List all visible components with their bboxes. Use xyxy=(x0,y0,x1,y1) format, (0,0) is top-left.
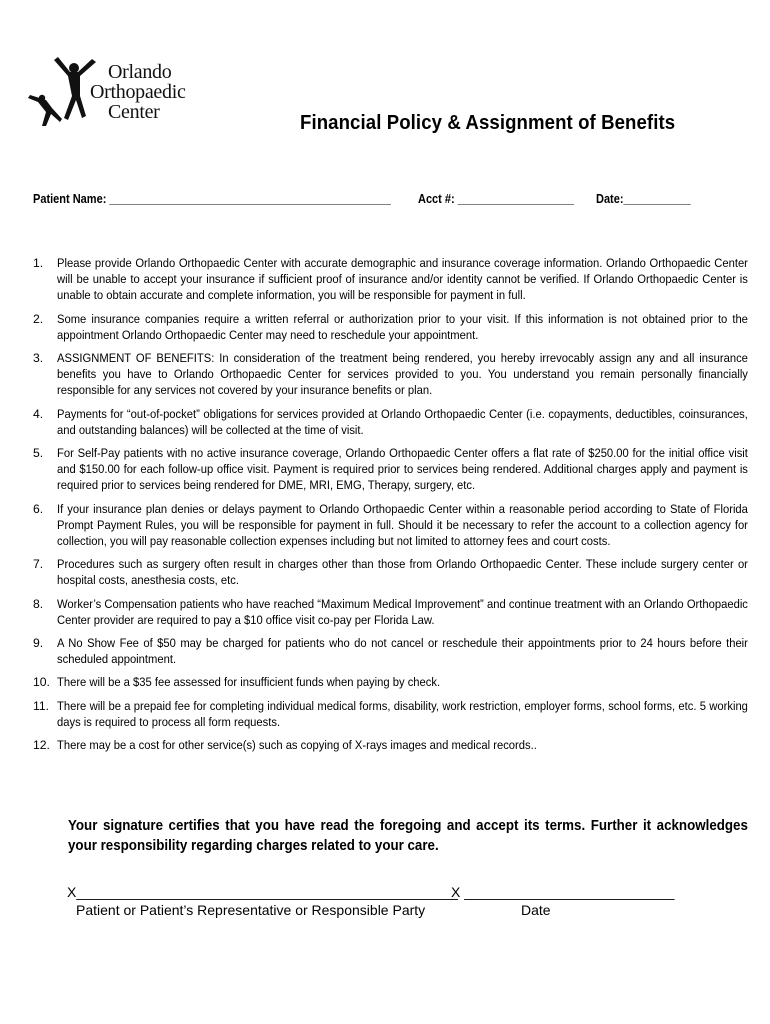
policy-item xyxy=(33,737,748,753)
page-title: Financial Policy & Assignment of Benefits xyxy=(300,112,676,134)
signature-certification xyxy=(68,816,748,856)
policy-text: Please provide Orlando Orthopaedic Center with accurate demographic and insurance coverage information. Orlando Orthopaedic Center will be unable to accept your insurance if sufficient proof of insurance and/or identity cannot be verified. If Orlando Orthopaedic Center is unable to obtain accurate and complete information, you will be responsible for payment in full. xyxy=(57,256,748,303)
policy-item xyxy=(33,596,748,628)
policy-number: 9. xyxy=(33,636,44,651)
policy-item xyxy=(33,674,748,690)
policy-list xyxy=(33,255,748,760)
policy-number: 2. xyxy=(33,311,44,326)
policy-text: For Self-Pay patients with no active insurance coverage, Orlando Orthopaedic Center offers a flat rate of $250.00 for the initial office visit and $150.00 for each follow-up office visit. Payment is required prior to services being rendered. Additional charges apply and payment is required prior to services being rendered for DME, MRI, EMG, Therapy, surgery, etc. xyxy=(57,446,748,493)
date-signature-line[interactable]: X ___________________________ xyxy=(451,884,675,900)
policy-item xyxy=(33,635,748,667)
policy-text: If your insurance plan denies or delays payment to Orlando Orthopaedic Center within a reasonable period according to State of Florida Prompt Payment Rules, you will be responsible for payment in full. Should it be necessary to refer the account to a collection agency for collection, you will pay reasonable collection expenses including but not limited to attorney fees and court costs. xyxy=(57,501,748,549)
logo-text-line1: Orlando xyxy=(108,61,172,83)
policy-number: 5. xyxy=(33,446,44,461)
policy-number: 11. xyxy=(33,698,50,713)
policy-text: Procedures such as surgery often result in charges other than those from Orlando Orthopaedic Center. These include surgery center or hospital costs, anesthesia costs, etc. xyxy=(57,557,748,588)
policy-number: 3. xyxy=(33,351,44,366)
policy-text: There may be a cost for other service(s) such as copying of X-rays images and medical records.. xyxy=(57,738,537,753)
certification-text: Your signature certifies that you have read the foregoing and accept its terms. Further it acknowledges your responsibility regarding charges related to your care. xyxy=(68,818,748,854)
logo-text-line2: Orthopaedic xyxy=(90,81,186,103)
patient-name-field[interactable]: Patient Name: ______________________________________________ xyxy=(33,192,391,206)
policy-text: ASSIGNMENT OF BENEFITS: In consideration of the treatment being rendered, you hereby irrevocably assign any and all insurance benefits you have to Orlando Orthopaedic Center for services provided to you. You understand you remain personally financially responsible for any services not covered by your insurance benefits or plan. xyxy=(57,351,748,398)
logo-text-line3: Center xyxy=(108,101,160,123)
policy-text: There will be a prepaid fee for completing individual medical forms, disability, work restriction, employer forms, school forms, etc. 5 working days is required to process all form requests. xyxy=(57,698,748,729)
policy-number: 4. xyxy=(33,406,44,421)
policy-number: 7. xyxy=(33,557,44,572)
policy-text: Worker’s Compensation patients who have reached “Maximum Medical Improvement” and continue treatment with an Orlando Orthopaedic Center provider are required to pay a $10 office visit co-pay per Florida Law. xyxy=(57,596,748,627)
policy-item xyxy=(33,556,748,588)
policy-item xyxy=(33,445,748,494)
policy-item xyxy=(33,698,748,730)
policy-text: Some insurance companies require a written referral or authorization prior to your visit. If this information is not obtained prior to the appointment Orlando Orthopaedic Center may need to reschedule your appointment. xyxy=(57,311,748,342)
orlando-orthopaedic-logo xyxy=(24,56,204,136)
policy-item xyxy=(33,350,748,399)
policy-item xyxy=(33,501,748,550)
policy-number: 10. xyxy=(33,675,50,690)
patient-signature-line[interactable]: X_________________________________________________ xyxy=(67,884,458,900)
policy-text: A No Show Fee of $50 may be charged for patients who do not cancel or reschedule their appointments prior to 24 hours before their scheduled appointment. xyxy=(57,636,748,667)
policy-number: 6. xyxy=(33,501,44,516)
policy-text: Payments for “out-of-pocket” obligations for services provided at Orlando Orthopaedic Center (i.e. copayments, deductibles, coinsurances, and outstanding balances) will be collected at the time of visit. xyxy=(57,406,748,437)
policy-number: 8. xyxy=(33,596,44,611)
account-number-field[interactable]: Acct #: ___________________ xyxy=(418,192,574,206)
patient-signature-label: Patient or Patient’s Representative or Responsible Party xyxy=(76,902,426,918)
policy-number: 1. xyxy=(33,256,44,270)
policy-number: 12. xyxy=(33,738,50,753)
policy-item xyxy=(33,255,748,304)
date-field[interactable]: Date:___________ xyxy=(596,192,691,206)
policy-item xyxy=(33,311,748,343)
policy-text: There will be a $35 fee assessed for insufficient funds when paying by check. xyxy=(57,675,441,690)
date-signature-label: Date xyxy=(521,902,551,918)
policy-item xyxy=(33,406,748,438)
